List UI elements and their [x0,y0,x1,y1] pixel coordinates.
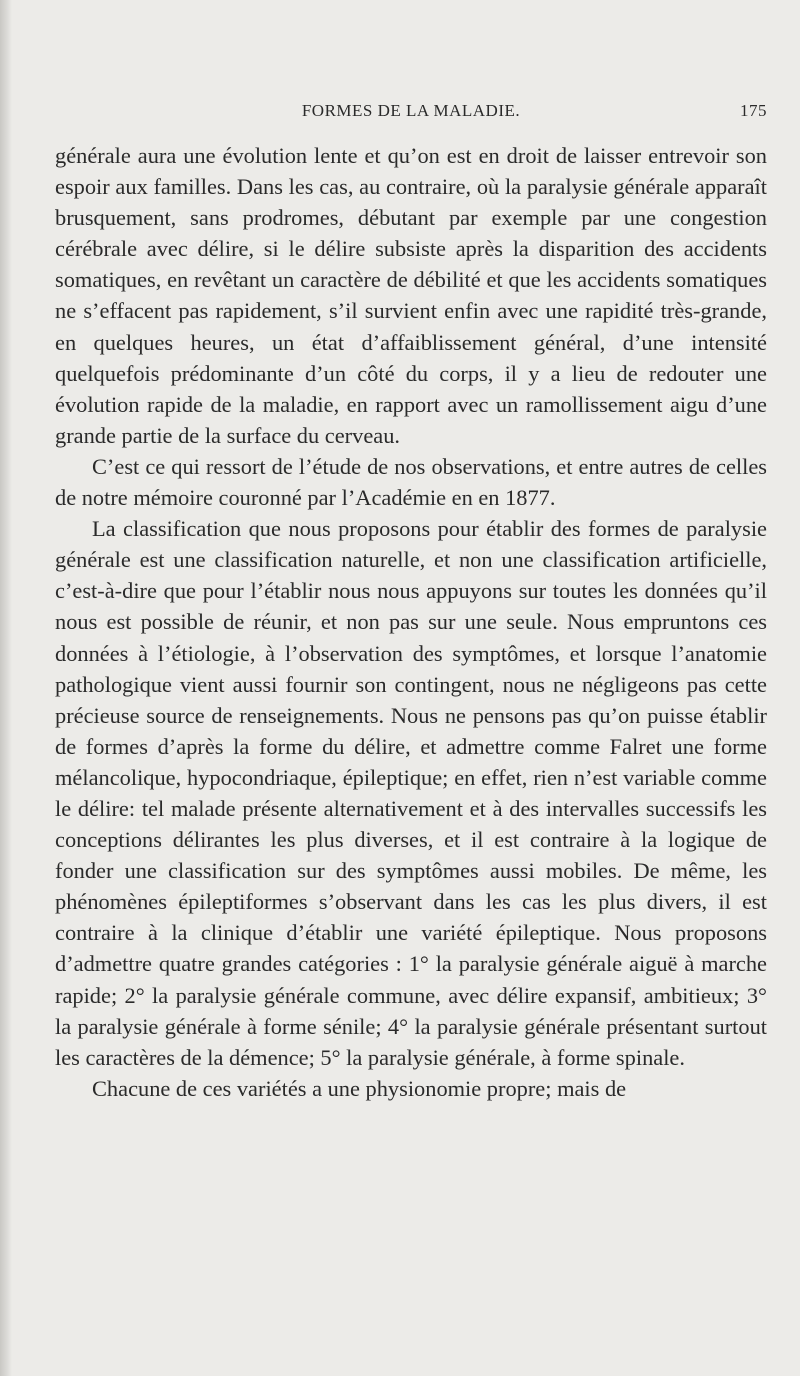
body-text [55,140,767,1104]
running-title: FORMES DE LA MALADIE. [301,101,521,120]
paragraph-continued: générale aura une évolution lente et qu’on est en droit de laisser entrevoir son espoir aux familles. Dans les cas, au contraire, où la paralysie générale apparaît brusquement, sans prodromes, débutant par exemple par une congestion cérébrale avec délire, si le délire subsiste après la disparition des accidents somatiques, en revêtant un caractère de débilité et que les accidents somatiques ne s’effacent pas rapidement, s’il survient enfin avec une rapidité très-grande, en quelques heures, un état d’affaiblissement général, d’une intensité quelquefois prédominante d’un côté du corps, il y a lieu de redouter une évolution rapide de la maladie, en rapport avec un ramollissement aigu d’une grande partie de la surface du cerveau. [55,143,767,448]
paragraph: C’est ce qui ressort de l’étude de nos observations, et entre autres de celles de notre mémoire couronné par l’Académie en en 1877. [55,453,767,511]
page-number: 175 [740,101,767,120]
paragraph: La classification que nous proposons pour établir des formes de paralysie générale est une classification naturelle, et non une classification artificielle, c’est-à-dire que pour l’établir nous nous appuyons sur toutes les données qu’il nous est possible de réunir, et non pas sur une seule. Nous empruntons ces données à l’étiologie, à l’observation des symptômes, et lorsque l’anatomie pathologique vient aussi fournir son contingent, nous ne négligeons pas cette précieuse source de renseignements. Nous ne pensons pas qu’on puisse établir de formes d’après la forme du délire, et admettre comme Falret une forme mélancolique, hypocondriaque, épileptique; en effet, rien n’est variable comme le délire: tel malade présente alternativement et à des intervalles successifs les conceptions délirantes les plus diverses, et il est contraire à la logique de fonder une classification sur des symptômes aussi mobiles. De même, les phénomènes épileptiformes s’observant dans les cas les plus divers, il est contraire à la clinique d’établir une variété épileptique. Nous proposons d’admettre quatre grandes catégories : 1° la paralysie générale aiguë à marche rapide; 2° la paralysie générale commune, avec délire expansif, ambitieux; 3° la paralysie générale à forme sénile; 4° la paralysie générale présentant surtout les caractères de la démence; 5° la paralysie générale, à forme spinale. [55,516,767,1070]
paragraph: Chacune de ces variétés a une physionomie propre; mais de [92,1075,627,1101]
running-head [55,101,767,127]
